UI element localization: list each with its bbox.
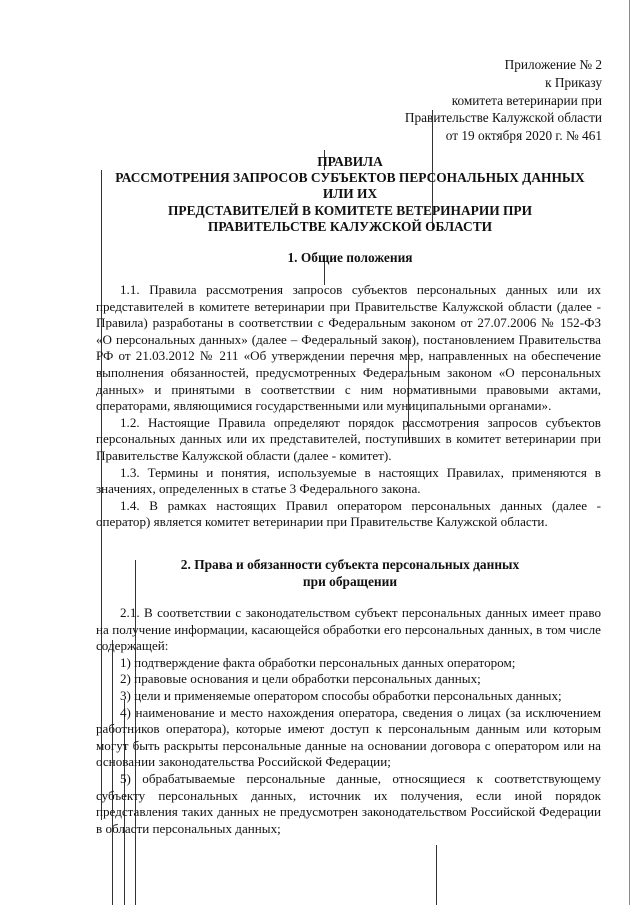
section-heading-line: 1. Общие положения bbox=[287, 250, 413, 265]
header-line: к Приказу bbox=[545, 74, 602, 90]
header-line: Приложение № 2 bbox=[504, 57, 602, 72]
scan-line-artifact bbox=[436, 845, 437, 905]
scan-line-artifact bbox=[629, 0, 630, 905]
section-2-body bbox=[96, 605, 601, 837]
section-1-heading bbox=[82, 250, 618, 267]
paragraph: 2.1. В соответствии с законодательством субъект персональных данных имеет право на получение информации, касающейся обработки его персональных данных, в том числе содержащей: bbox=[96, 605, 601, 654]
title-line: ПРЕДСТАВИТЕЛЕЙ В КОМИТЕТЕ ВЕТЕРИНАРИИ ПРИ bbox=[167, 202, 533, 218]
list-item: 1) подтверждение факта обработки персональных данных оператором; bbox=[120, 654, 516, 670]
paragraph: 1.3. Термины и понятия, используемые в настоящих Правилах, применяются в значениях, определенных в статье 3 Федерального закона. bbox=[96, 464, 601, 497]
header-line: Правительстве Калужской области bbox=[404, 110, 602, 126]
list-item: 3) цели и применяемые оператором способы обработки персональных данных; bbox=[120, 687, 562, 703]
paragraph: 1.2. Настоящие Правила определяют порядок рассмотрения запросов субъектов персональных данных или их представителей, поступивших в комитет ветеринарии при Правительстве Калужской области (далее - комитет). bbox=[96, 414, 601, 463]
title-line: ПРАВИЛА bbox=[317, 154, 383, 169]
list-item: 2) правовые основания и цели обработки персональных данных; bbox=[120, 671, 481, 687]
title-line: ПРАВИТЕЛЬСТВЕ КАЛУЖСКОЙ ОБЛАСТИ bbox=[207, 218, 493, 234]
section-1-body bbox=[96, 282, 601, 531]
section-2-heading bbox=[82, 557, 618, 591]
list-item: 4) наименование и место нахождения оператора, сведения о лицах (за исключением работников оператора), которые имеют доступ к персональным данным или которым могут быть раскрыты персональные данные на основании договора с оператором или на основании законодательства Российской Федерации; bbox=[96, 704, 601, 770]
paragraph: 1.1. Правила рассмотрения запросов субъектов персональных данных или их представителей в комитете ветеринарии при Правительстве Калужской области (далее - Правила) разработаны в соответствии с Федеральным законом от 27.07.2006 № 152-ФЗ «О персональных данных» (далее – Федеральный закон), постановлением Правительства РФ от 21.03.2012 № 211 «Об утверждении перечня мер, направленных на обеспечение выполнения обязанностей, предусмотренных Федеральным законом «О персональных данных» и принятыми в соответствии с ним нормативными правовыми актами, операторами, являющимися государственными или муниципальными органами». bbox=[96, 282, 601, 414]
list-item: 5) обрабатываемые персональные данные, относящиеся к соответствующему субъекту персональных данных, источник их получения, если иной порядок представления таких данных не предусмотрен законодательством Российской Федерации в области персональных данных; bbox=[96, 770, 601, 836]
paragraph: 1.4. В рамках настоящих Правил оператором персональных данных (далее - оператор) является комитет ветеринарии при Правительстве Калужской области. bbox=[96, 497, 601, 530]
document-title bbox=[82, 154, 618, 235]
title-line: РАССМОТРЕНИЯ ЗАПРОСОВ СУБЪЕКТОВ ПЕРСОНАЛЬНЫХ ДАННЫХ bbox=[115, 170, 585, 186]
appendix-header bbox=[405, 56, 602, 145]
title-line: ИЛИ ИХ bbox=[322, 186, 378, 202]
section-heading-line: при обращении bbox=[302, 573, 398, 589]
section-heading-line: 2. Права и обязанности субъекта персональных данных bbox=[180, 557, 520, 572]
header-line: от 19 октября 2020 г. № 461 bbox=[445, 128, 602, 144]
header-line: комитета ветеринарии при bbox=[451, 92, 602, 108]
